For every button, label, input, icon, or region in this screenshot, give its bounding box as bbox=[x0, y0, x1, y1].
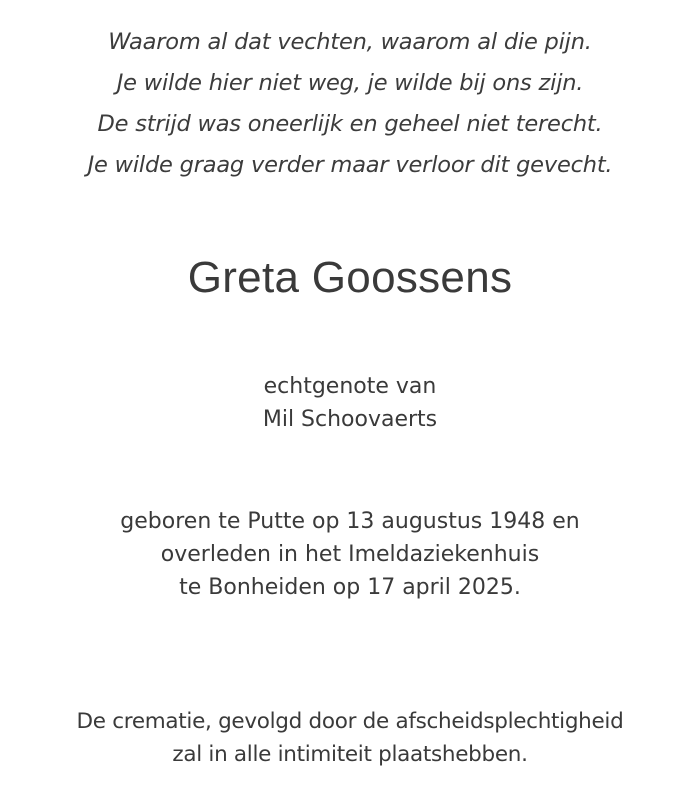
birth-death-block bbox=[0, 505, 700, 604]
spouse-name: Mil Schoovaerts bbox=[262, 407, 438, 432]
death-line: overleden in het Imeldaziekenhuis bbox=[160, 542, 540, 567]
poem-line: De strijd was oneerlijk en geheel niet terecht. bbox=[97, 111, 603, 137]
ceremony-line: De crematie, gevolgd door de afscheidsplechtigheid bbox=[76, 709, 624, 734]
poem-line: Je wilde graag verder maar verloor dit gevecht. bbox=[87, 152, 613, 178]
spouse-block bbox=[0, 370, 700, 436]
death-place-line: te Bonheiden op 17 april 2025. bbox=[179, 575, 521, 600]
birth-line: geboren te Putte op 13 augustus 1948 en bbox=[120, 509, 580, 534]
deceased-name: Greta Goossens bbox=[187, 253, 513, 302]
ceremony-line: zal in alle intimiteit plaatshebben. bbox=[172, 742, 528, 767]
poem-line: Je wilde hier niet weg, je wilde bij ons zijn. bbox=[116, 70, 584, 96]
ceremony-notice bbox=[0, 705, 700, 771]
poem bbox=[0, 22, 700, 186]
poem-line: Waarom al dat vechten, waarom al die pijn. bbox=[108, 29, 592, 55]
spouse-relation: echtgenote van bbox=[263, 374, 437, 399]
